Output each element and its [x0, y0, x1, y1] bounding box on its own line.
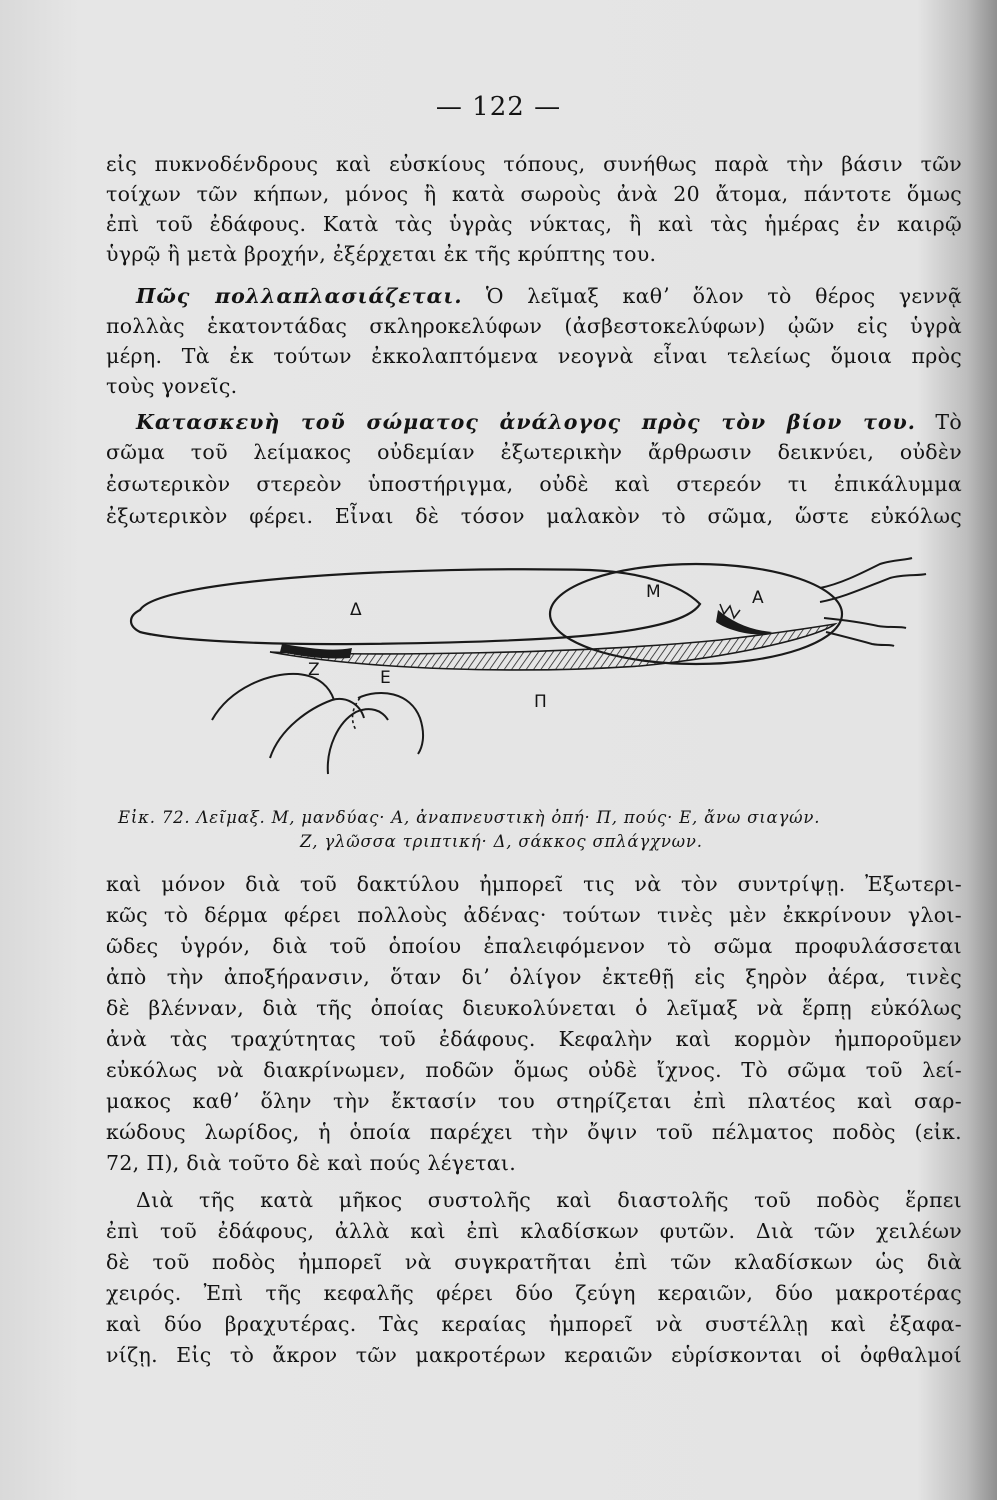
section-first-line [106, 282, 962, 310]
text-line: ἀπὸ τὴν ἀποξήρανσιν, ὅταν διʼ ὀλίγον ἐκτεθῇ εἰς ξηρὸν ἀέρα, τινὲς [106, 965, 962, 989]
section-heading-multiplication: Πῶς πολλαπλασιάζεται. [136, 284, 463, 308]
text-line: τοίχων τῶν κήπων, μόνος ἢ κατὰ σωροὺς ἀνὰ 20 ἄτομα, πάντοτε ὅμως [106, 182, 962, 206]
label-mantle: Μ [646, 582, 661, 602]
text-line: σῶμα τοῦ λείμακος οὐδεμίαν ἐξωτερικὴν ἄρθρωσιν δεικνύει, οὐδὲν [106, 440, 962, 464]
section-first-line-text: Ὁ λεῖμαξ καθʼ ὅλον τὸ θέρος γεννᾷ [485, 284, 962, 308]
section-first-line [106, 408, 962, 436]
label-jaw: Ε [380, 668, 391, 688]
text-line: τοὺς γονεῖς. [106, 374, 238, 398]
text-line: πολλὰς ἑκατοντάδας σκληροκελύφων (ἀσβεστοκελύφων) ᾠῶν εἰς ὑγρὰ [106, 314, 962, 338]
label-pore: Α [752, 588, 764, 608]
text-line: εὐκόλως νὰ διακρίνωμεν, ποδῶν ὅμως οὐδὲ ἴχνος. Τὸ σῶμα τοῦ λεί- [106, 1058, 962, 1082]
text-line: ἐσωτερικὸν στερεὸν ὑποστήριγμα, οὐδὲ καὶ στερεόν τι ἐπικάλυμμα [106, 472, 962, 496]
text-line: Διὰ τῆς κατὰ μῆκος συστολῆς καὶ διαστολῆς τοῦ ποδὸς ἕρπει [136, 1188, 962, 1212]
text-line: δὲ βλένναν, διὰ τῆς ὁποίας διευκολύνεται ὁ λεῖμαξ νὰ ἕρπῃ εὐκόλως [106, 996, 962, 1020]
text-line: κώδους λωρίδος, ἡ ὁποία παρέχει τὴν ὄψιν τοῦ πέλματος ποδὸς (εἰκ. [106, 1120, 962, 1144]
section-first-line-text: Τὸ [935, 410, 962, 434]
text-line: ἐπὶ τοῦ ἐδάφους, ἀλλὰ καὶ ἐπὶ κλαδίσκων φυτῶν. Διὰ τῶν χειλέων [106, 1219, 962, 1243]
label-sac: Δ [350, 600, 362, 620]
figure-caption-line: Εἰκ. 72. Λεῖμαξ. Μ, μανδύας· Α, ἀναπνευστικὴ ὀπή· Π, πούς· Ε, ἄνω σιαγών. [118, 808, 821, 827]
text-line: μακος καθʼ ὅλην τὴν ἔκτασίν του στηρίζεται ἐπὶ πλατέος καὶ σαρ- [106, 1089, 962, 1113]
text-line: 72, Π), διὰ τοῦτο δὲ καὶ πούς λέγεται. [106, 1151, 517, 1175]
text-line: δὲ τοῦ ποδὸς ἠμπορεῖ νὰ συγκρατῆται ἐπὶ τῶν κλαδίσκων ὡς διὰ [106, 1250, 962, 1274]
text-line: κῶς τὸ δέρμα φέρει πολλοὺς ἀδένας· τούτων τινὲς μὲν ἐκκρίνουν γλοι- [106, 903, 962, 927]
page-number: — 122 — [435, 92, 562, 122]
text-line: ἀνὰ τὰς τραχύτητας τοῦ ἐδάφους. Κεφαλὴν καὶ κορμὸν ἠμποροῦμεν [106, 1027, 962, 1051]
text-line: μέρη. Τὰ ἐκ τούτων ἐκκολαπτόμενα νεογνὰ εἶναι τελείως ὅμοια πρὸς [106, 344, 962, 368]
text-line: ἐπὶ τοῦ ἐδάφους. Κατὰ τὰς ὑγρὰς νύκτας, ἢ καὶ τὰς ἡμέρας ἐν καιρῷ [106, 212, 962, 236]
text-line: εἰς πυκνοδένδρους καὶ εὐσκίους τόπους, συνήθως παρὰ τὴν βάσιν τῶν [106, 152, 962, 176]
label-radula: Ζ [308, 660, 320, 680]
text-line: χειρός. Ἐπὶ τῆς κεφαλῆς φέρει δύο ζεύγη κεραιῶν, δύο μακροτέρας [106, 1281, 962, 1305]
text-line: ἐξωτερικὸν φέρει. Εἶναι δὲ τόσον μαλακὸν τὸ σῶμα, ὥστε εὐκόλως [106, 504, 962, 528]
text-line: ῶδες ὑγρόν, διὰ τοῦ ὁποίου ἐπαλειφόμενον τὸ σῶμα προφυλάσσεται [106, 934, 962, 958]
figure-caption-line: Ζ, γλῶσσα τριπτική· Δ, σάκκος σπλάγχνων. [300, 832, 703, 851]
slug-figure [120, 548, 960, 788]
section-heading-body-structure: Κατασκευὴ τοῦ σώματος ἀνάλογος πρὸς τὸν βίον του. [136, 410, 916, 434]
text-line: νίζῃ. Εἰς τὸ ἄκρον τῶν μακροτέρων κεραιῶν εὑρίσκονται οἱ ὀφθαλμοί [106, 1343, 962, 1367]
text-line: καὶ μόνον διὰ τοῦ δακτύλου ἠμπορεῖ τις νὰ τὸν συντρίψῃ. Ἐξωτερι- [106, 872, 962, 896]
text-line: ὑγρῷ ἢ μετὰ βροχήν, ἐξέρχεται ἐκ τῆς κρύπτης του. [106, 242, 657, 266]
slug-drawing [120, 548, 960, 788]
label-foot: Π [534, 692, 547, 712]
text-line: καὶ δύο βραχυτέρας. Τὰς κεραίας ἠμπορεῖ νὰ συστέλλῃ καὶ ἐξαφα- [106, 1312, 962, 1336]
